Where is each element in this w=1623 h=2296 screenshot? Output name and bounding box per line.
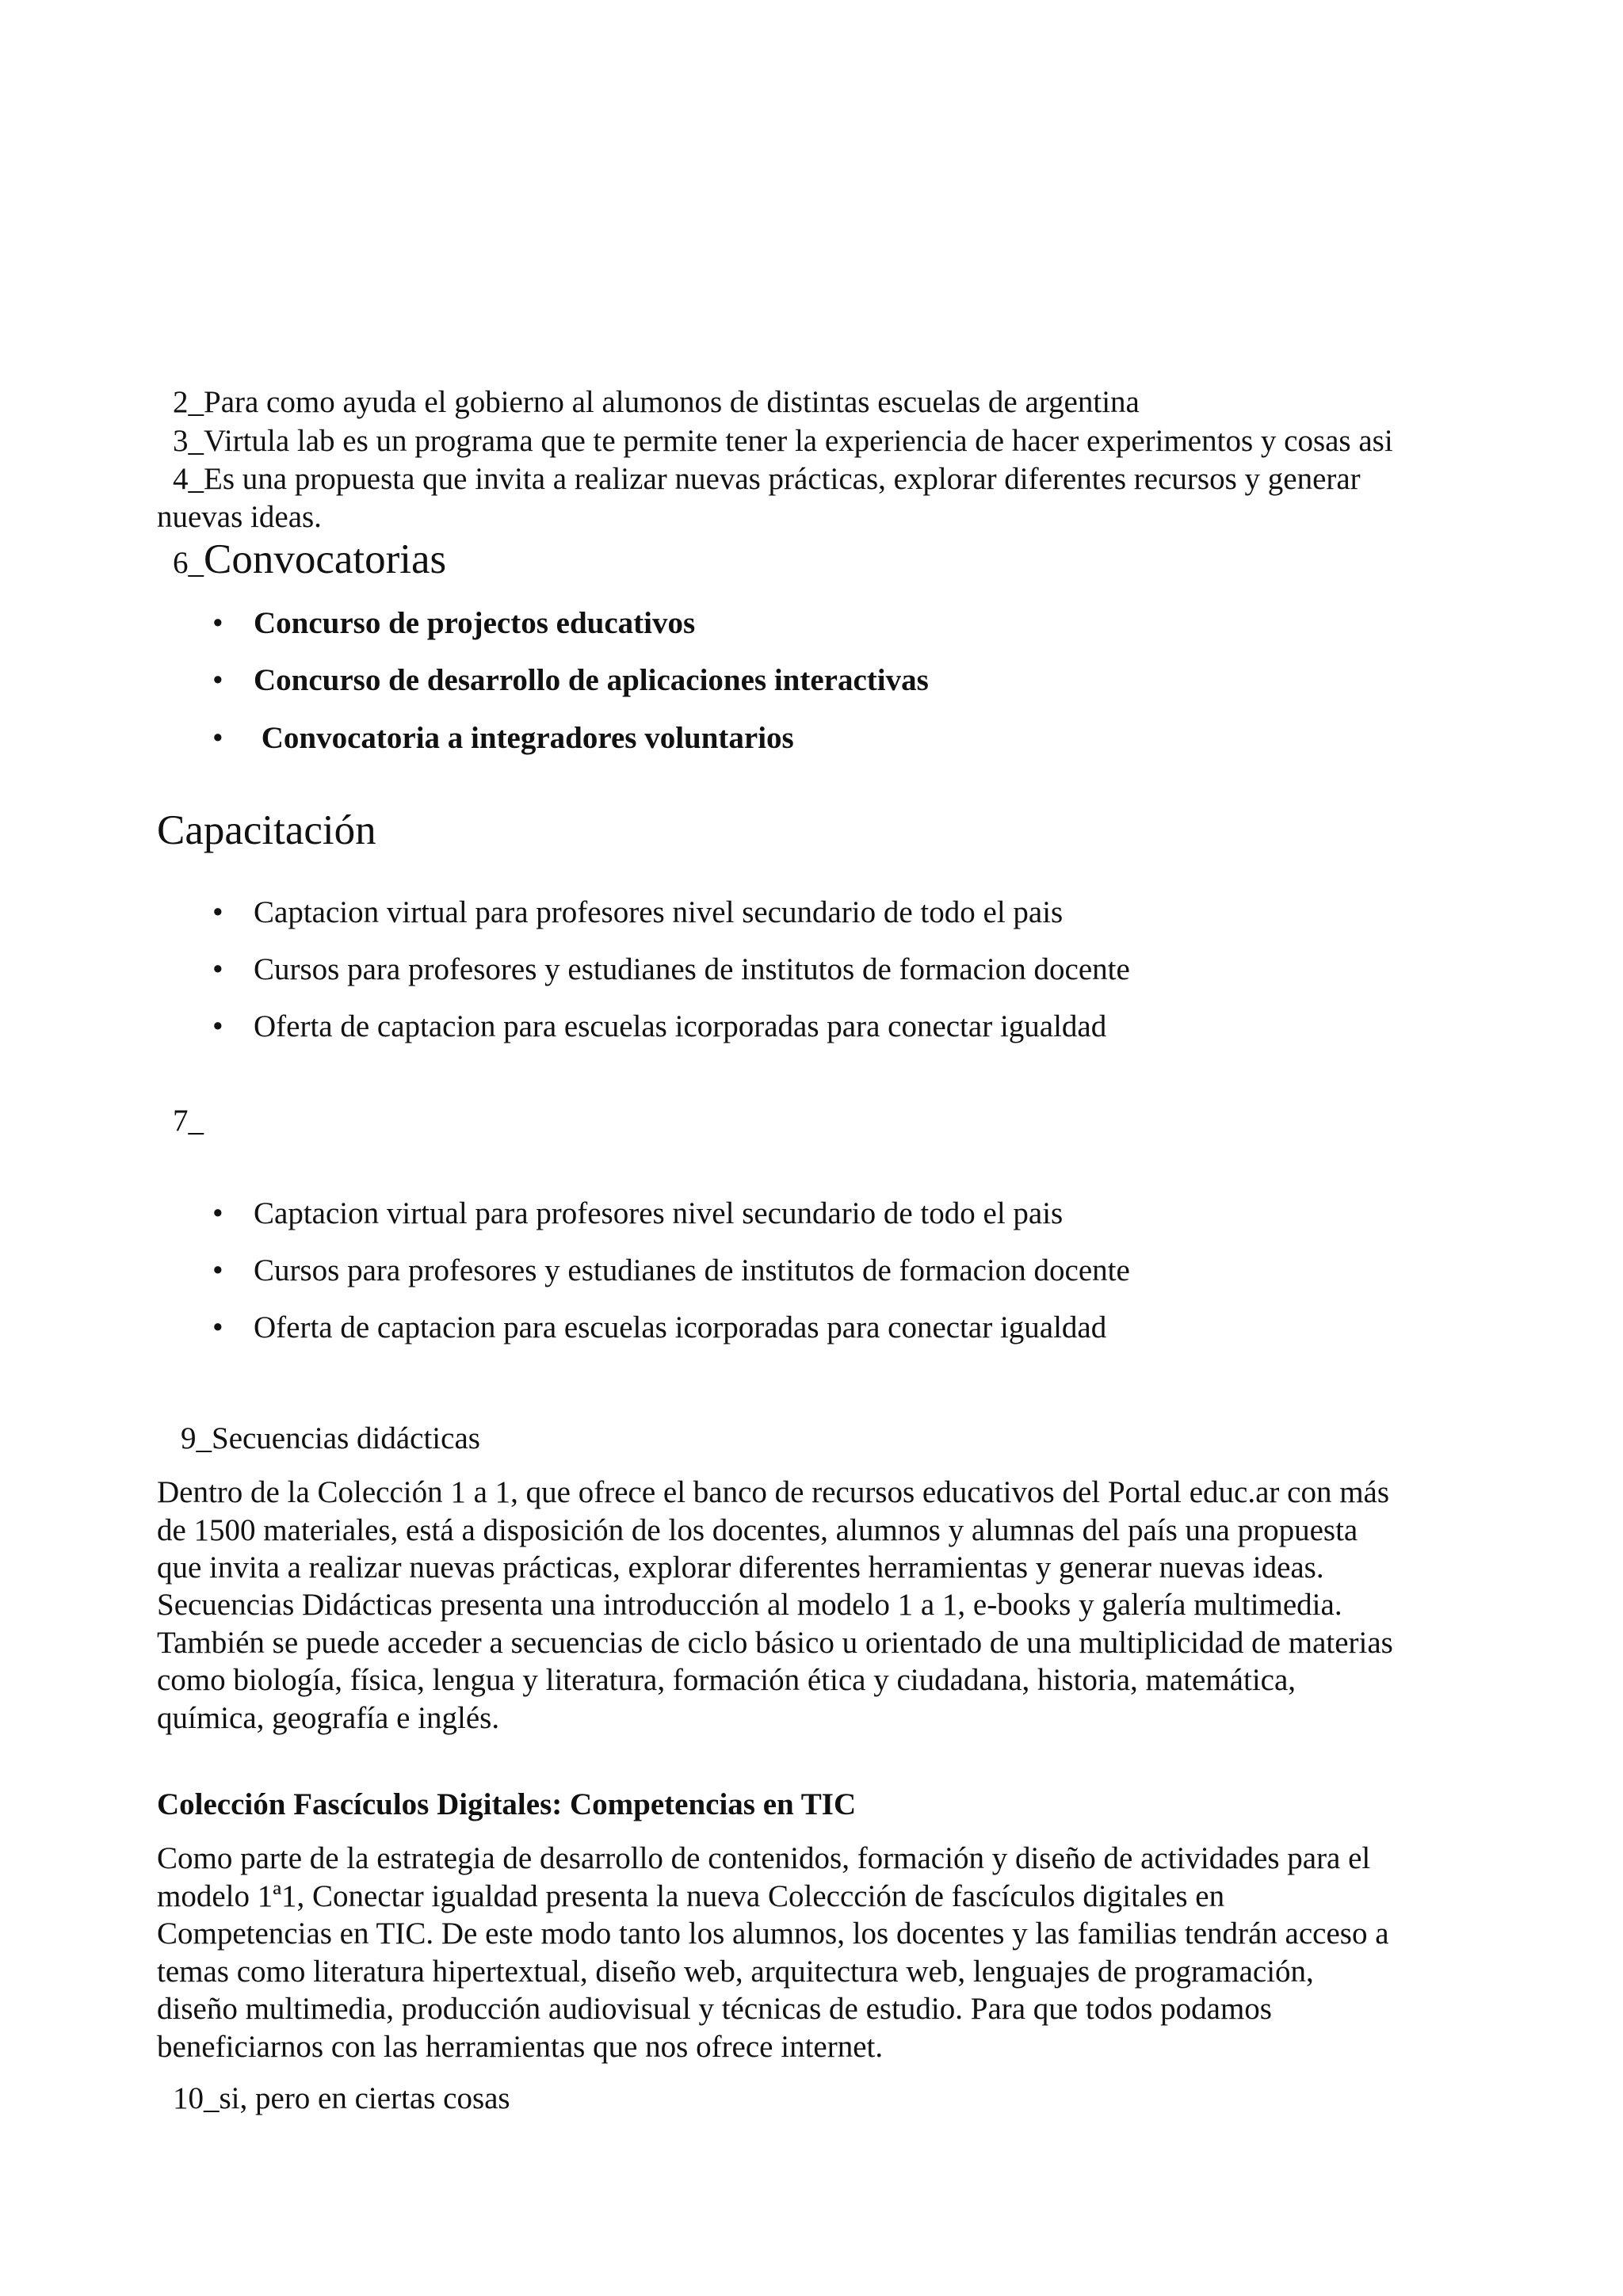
answer-4-line-2: nuevas ideas. xyxy=(157,500,322,534)
paragraph-line: de 1500 materiales, está a disposición de los docentes, alumnos y alumnas del país una propuesta xyxy=(157,1513,1358,1547)
section-6-heading xyxy=(173,536,446,583)
section-6-prefix: 6_ xyxy=(173,546,204,580)
answer-4-line-1: 4_Es una propuesta que invita a realizar nuevas prácticas, explorar diferentes recursos y generar xyxy=(173,462,1361,496)
paragraph-line: Dentro de la Colección 1 a 1, que ofrece el banco de recursos educativos del Portal educ.ar con más xyxy=(157,1475,1390,1509)
list-item: Cursos para profesores y estudianes de institutos de formacion docente xyxy=(254,952,1130,986)
bullet-icon: • xyxy=(212,895,223,929)
answer-2: 2_Para como ayuda el gobierno al alumonos de distintas escuelas de argentina xyxy=(173,385,1140,419)
section-9-heading: 9_Secuencias didácticas xyxy=(181,1421,480,1455)
bullet-icon: • xyxy=(212,1196,223,1230)
paragraph-line: química, geografía e inglés. xyxy=(157,1701,500,1735)
bullet-icon: • xyxy=(212,606,223,640)
bullet-icon: • xyxy=(212,663,223,697)
paragraph-line: temas como literatura hipertextual, diseño web, arquitectura web, lenguajes de programación, xyxy=(157,1955,1314,1989)
section-6-title: Convocatorias xyxy=(204,536,447,582)
bullet-icon: • xyxy=(212,952,223,986)
coleccion-heading: Colección Fascículos Digitales: Competencias en TIC xyxy=(157,1787,857,1821)
bullet-icon: • xyxy=(212,721,223,755)
list-item: Cursos para profesores y estudianes de institutos de formacion docente xyxy=(254,1253,1130,1287)
answer-10: 10_si, pero en ciertas cosas xyxy=(173,2081,510,2115)
paragraph-line: modelo 1ª1, Conectar igualdad presenta la nueva Coleccción de fascículos digitales en xyxy=(157,1879,1225,1913)
paragraph-line: que invita a realizar nuevas prácticas, explorar diferentes herramientas y generar nuevas ideas. xyxy=(157,1550,1324,1585)
capacitacion-heading: Capacitación xyxy=(157,807,376,853)
section-7-label: 7_ xyxy=(173,1104,204,1138)
paragraph-line: También se puede acceder a secuencias de ciclo básico u orientado de una multiplicidad de materias xyxy=(157,1626,1393,1660)
paragraph-line: diseño multimedia, producción audiovisual y técnicas de estudio. Para que todos podamos xyxy=(157,1992,1272,2026)
paragraph-line: Competencias en TIC. De este modo tanto los alumnos, los docentes y las familias tendrán acceso a xyxy=(157,1917,1389,1951)
list-item: Captacion virtual para profesores nivel secundario de todo el pais xyxy=(254,895,1064,929)
list-item: Convocatoria a integradores voluntarios xyxy=(254,721,794,755)
list-item: Concurso de desarrollo de aplicaciones interactivas xyxy=(254,663,929,697)
paragraph-line: Secuencias Didácticas presenta una introducción al modelo 1 a 1, e-books y galería multimedia. xyxy=(157,1588,1342,1622)
paragraph-line: Como parte de la estrategia de desarrollo de contenidos, formación y diseño de actividades para el xyxy=(157,1841,1371,1875)
list-item: Captacion virtual para profesores nivel secundario de todo el pais xyxy=(254,1196,1064,1230)
bullet-icon: • xyxy=(212,1310,223,1344)
paragraph-line: como biología, física, lengua y literatura, formación ética y ciudadana, historia, matemática, xyxy=(157,1663,1296,1697)
list-item: Concurso de projectos educativos xyxy=(254,606,696,640)
bullet-icon: • xyxy=(212,1253,223,1287)
list-item: Oferta de captacion para escuelas icorporadas para conectar igualdad xyxy=(254,1009,1107,1043)
paragraph-line: beneficiarnos con las herramientas que nos ofrece internet. xyxy=(157,2030,884,2064)
bullet-icon: • xyxy=(212,1009,223,1043)
list-item: Oferta de captacion para escuelas icorporadas para conectar igualdad xyxy=(254,1310,1107,1344)
answer-3: 3_Virtula lab es un programa que te permite tener la experiencia de hacer experimentos y cosas asi xyxy=(173,424,1393,458)
